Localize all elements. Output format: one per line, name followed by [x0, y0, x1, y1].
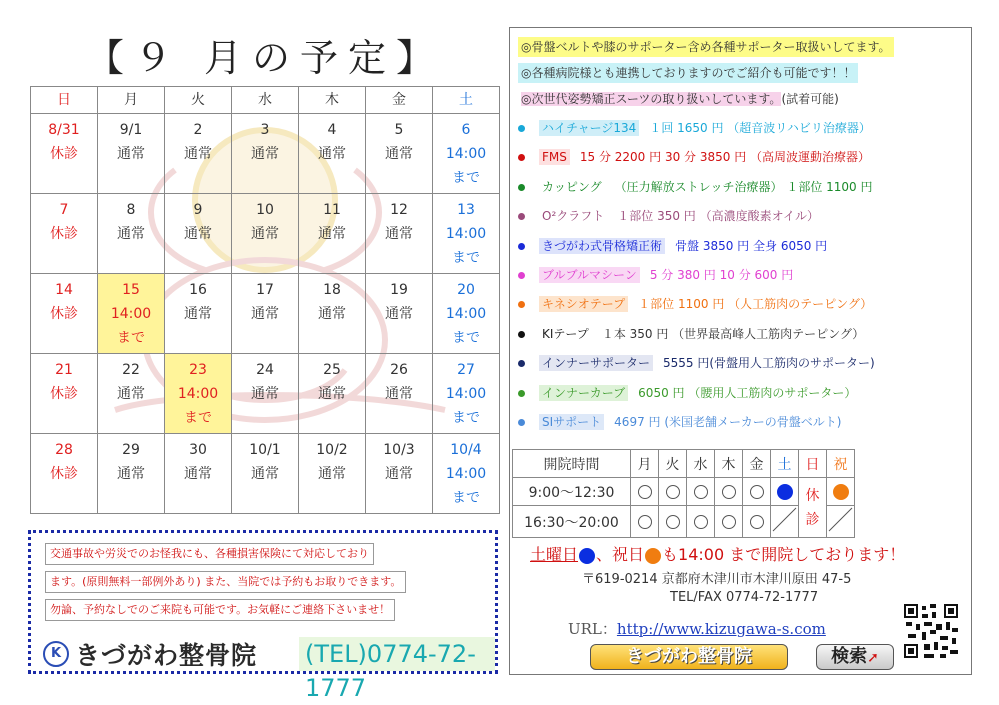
service-item	[518, 264, 793, 286]
calendar-date: 20	[457, 282, 475, 298]
calendar-status-until: まで	[452, 490, 480, 506]
calendar-date: 22	[122, 362, 140, 378]
calendar-date: 7	[59, 202, 69, 218]
hours-sunday-closed: 休 診	[799, 478, 827, 538]
bullet-dot-icon	[518, 360, 525, 367]
cursor-hand-icon: ➚	[867, 650, 879, 666]
calendar-status: 通常	[251, 466, 279, 482]
service-name: KIテープ	[539, 326, 592, 342]
calendar-day-cell	[165, 194, 232, 274]
calendar-day-cell	[433, 114, 500, 194]
monthly-calendar	[30, 86, 500, 514]
clinic-phone: (TEL)0774-72-1777	[299, 637, 495, 671]
hours-closed-slash-icon	[771, 506, 799, 538]
weekday-header-sun: 日	[31, 87, 98, 114]
hours-day-mon: 月	[631, 450, 659, 478]
calendar-date: 11	[323, 202, 341, 218]
calendar-day-cell	[366, 434, 433, 514]
service-item	[518, 382, 856, 404]
service-price: 5555 円(骨盤用人工筋肉のサポーター)	[663, 356, 875, 371]
calendar-status: 通常	[318, 226, 346, 242]
clinic-logo-icon: K	[43, 641, 69, 667]
hours-saturday-dot-icon	[771, 478, 799, 506]
calendar-day-cell	[98, 274, 165, 354]
calendar-date: 3	[260, 122, 270, 138]
calendar-day-cell	[31, 354, 98, 434]
calendar-status: 通常	[318, 466, 346, 482]
weekday-header-thu: 木	[299, 87, 366, 114]
calendar-status: 休診	[50, 306, 78, 322]
calendar-day-cell	[98, 354, 165, 434]
calendar-week-row	[31, 354, 500, 434]
bullet-dot-icon	[518, 125, 525, 132]
calendar-day-cell	[31, 274, 98, 354]
hours-day-sun: 日	[799, 450, 827, 478]
calendar-date: 23	[189, 362, 207, 378]
calendar-status-until: まで	[184, 410, 212, 426]
service-item	[518, 205, 819, 227]
notice-line-2: ます。(原則無料一部例外あり) また、当院では予約もお取りできます。	[45, 571, 406, 593]
calendar-day-cell	[31, 194, 98, 274]
calendar-date: 8/31	[48, 122, 80, 138]
hours-open-icon	[715, 506, 743, 538]
bullet-dot-icon	[518, 243, 525, 250]
hours-day-fri: 金	[743, 450, 771, 478]
calendar-date: 13	[457, 202, 475, 218]
calendar-title: 【９ 月の予定】	[85, 36, 445, 80]
calendar-day-cell	[433, 274, 500, 354]
hours-open-icon	[631, 506, 659, 538]
calendar-day-cell	[433, 194, 500, 274]
notice-line-1: 交通事故や労災でのお怪我にも、各種損害保険にて対応しており	[45, 543, 374, 565]
hours-open-icon	[743, 506, 771, 538]
bullet-dot-icon	[518, 301, 525, 308]
hours-header-row	[513, 450, 855, 478]
service-price: １回 1650 円 （超音波リハビリ治療器）	[649, 121, 871, 135]
service-name: O²クラフト	[539, 208, 607, 224]
calendar-date: 4	[327, 122, 337, 138]
calendar-status: 通常	[385, 306, 413, 322]
calendar-status: 14:00	[177, 386, 219, 402]
calendar-date: 10/4	[450, 442, 482, 458]
service-price: 4697 円 (米国老舗メーカーの骨盤ベルト)	[614, 415, 842, 429]
notice-line-3: 勿論、予約なしでのご来院も可能です。お気軽にご連絡下さいませ！	[45, 599, 395, 621]
calendar-date: 29	[122, 442, 140, 458]
hours-row-morning	[513, 478, 855, 506]
calendar-status: 通常	[385, 226, 413, 242]
calendar-status: 14:00	[445, 306, 487, 322]
highlight-posture-suit	[518, 89, 842, 109]
service-name: ブルブルマシーン	[539, 267, 640, 283]
calendar-status: 休診	[50, 146, 78, 162]
notice-box	[28, 530, 498, 702]
calendar-status: 通常	[184, 226, 212, 242]
calendar-status: 通常	[251, 226, 279, 242]
calendar-date: 6	[461, 122, 471, 138]
info-panel	[509, 27, 972, 675]
calendar-week-row	[31, 194, 500, 274]
search-button[interactable]: 検索➚	[816, 644, 894, 670]
calendar-day-cell	[165, 354, 232, 434]
calendar-date: 15	[122, 282, 140, 298]
clinic-telfax: TEL/FAX 0774-72-1777	[670, 590, 819, 605]
service-price: １部位 350 円 （高濃度酸素オイル）	[617, 209, 820, 224]
hours-day-tue: 火	[659, 450, 687, 478]
service-price: 5 分 380 円 10 分 600 円	[649, 268, 794, 282]
calendar-status: 通常	[184, 146, 212, 162]
service-name: インナーカーブ	[539, 385, 628, 401]
calendar-day-cell	[232, 434, 299, 514]
bullet-dot-icon	[518, 184, 525, 191]
calendar-status: 休診	[50, 466, 78, 482]
calendar-date: 16	[189, 282, 207, 298]
calendar-week-row	[31, 274, 500, 354]
calendar-status: 通常	[385, 466, 413, 482]
calendar-day-cell	[366, 274, 433, 354]
calendar-day-cell	[366, 194, 433, 274]
calendar-status-until: まで	[452, 330, 480, 346]
hours-open-icon	[659, 478, 687, 506]
calendar-date: 26	[390, 362, 408, 378]
calendar-status: 通常	[117, 146, 145, 162]
calendar-status: 通常	[251, 386, 279, 402]
service-item	[518, 176, 873, 198]
calendar-date: 28	[55, 442, 73, 458]
calendar-date: 25	[323, 362, 341, 378]
calendar-date: 9	[193, 202, 203, 218]
calendar-date: 9/1	[119, 122, 143, 138]
calendar-day-cell	[232, 114, 299, 194]
calendar-day-cell	[433, 354, 500, 434]
calendar-date: 5	[394, 122, 404, 138]
service-item	[518, 235, 827, 257]
bullet-dot-icon	[518, 390, 525, 397]
service-name: カッピング	[539, 179, 605, 195]
calendar-status: 14:00	[445, 386, 487, 402]
service-item	[518, 323, 864, 345]
service-price: 15 分 2200 円 30 分 3850 円 （高周波運動治療器）	[579, 150, 871, 165]
service-price: （圧力解放ストレッチ治療器） １部位 1100 円	[614, 179, 873, 194]
calendar-status-until: まで	[452, 250, 480, 266]
calendar-day-cell	[232, 274, 299, 354]
calendar-weeks	[31, 114, 500, 514]
weekday-header-mon: 月	[98, 87, 165, 114]
hours-day-holiday: 祝	[827, 450, 855, 478]
hours-open-icon	[659, 506, 687, 538]
calendar-day-cell	[98, 114, 165, 194]
service-name: FMS	[539, 149, 570, 165]
calendar-day-cell	[165, 114, 232, 194]
bullet-dot-icon	[518, 419, 525, 426]
calendar-date: 10/2	[316, 442, 348, 458]
calendar-status-until: まで	[452, 170, 480, 186]
calendar-date: 27	[457, 362, 475, 378]
calendar-day-cell	[366, 114, 433, 194]
calendar-day-cell	[98, 434, 165, 514]
calendar-date: 24	[256, 362, 274, 378]
calendar-status: 通常	[251, 306, 279, 322]
calendar-status-until: まで	[452, 410, 480, 426]
hours-closed-slash-icon	[827, 506, 855, 538]
calendar-status: 通常	[117, 466, 145, 482]
service-item	[518, 411, 841, 433]
hours-day-wed: 水	[687, 450, 715, 478]
calendar-day-cell	[299, 434, 366, 514]
calendar-status: 通常	[117, 386, 145, 402]
opening-hours-table	[512, 449, 855, 538]
calendar-day-cell	[433, 434, 500, 514]
hours-open-icon	[687, 506, 715, 538]
weekday-header-sat: 土	[433, 87, 500, 114]
calendar-status: 通常	[318, 146, 346, 162]
hours-time-morning: 9:00〜12:30	[513, 478, 631, 506]
clinic-url-link[interactable]: http://www.kizugawa-s.com	[616, 620, 826, 638]
service-item	[518, 293, 872, 315]
calendar-status: 14:00	[445, 226, 487, 242]
hours-day-sat: 土	[771, 450, 799, 478]
hours-day-thu: 木	[715, 450, 743, 478]
calendar-status-until: まで	[117, 330, 145, 346]
calendar-date: 19	[390, 282, 408, 298]
qr-code-icon[interactable]	[904, 604, 958, 658]
calendar-header-row	[31, 87, 500, 114]
hours-header-label: 開院時間	[513, 450, 631, 478]
service-price: １本 350 円 （世界最高峰人工筋肉テーピング）	[601, 326, 865, 341]
calendar-date: 21	[55, 362, 73, 378]
hours-open-icon	[687, 478, 715, 506]
highlight-posture-suit-tail: (試着可能)	[781, 92, 839, 106]
calendar-date: 10/1	[249, 442, 281, 458]
calendar-day-cell	[165, 434, 232, 514]
service-name: キネシオテープ	[539, 296, 628, 312]
calendar-status: 通常	[184, 306, 212, 322]
weekday-header-fri: 金	[366, 87, 433, 114]
weekend-hours-notice: 土曜日 、祝日 も14:00 まで開院しております！	[530, 545, 906, 564]
calendar-date: 18	[323, 282, 341, 298]
calendar-date: 10	[256, 202, 274, 218]
calendar-status: 通常	[318, 386, 346, 402]
service-name: ハイチャージ134	[539, 120, 639, 136]
service-name: きづがわ式骨格矯正術	[539, 238, 665, 254]
highlight-hospital-referral: ◎各種病院様とも連携しておりますのでご紹介も可能です！！	[518, 63, 858, 83]
bullet-dot-icon	[518, 272, 525, 279]
bullet-dot-icon	[518, 213, 525, 220]
bullet-dot-icon	[518, 154, 525, 161]
calendar-date: 2	[193, 122, 203, 138]
hours-holiday-dot-icon	[827, 478, 855, 506]
service-item	[518, 146, 870, 168]
calendar-status: 通常	[117, 226, 145, 242]
calendar-day-cell	[299, 274, 366, 354]
calendar-day-cell	[31, 114, 98, 194]
clinic-name: きづがわ整骨院	[75, 641, 258, 670]
calendar-date: 14	[55, 282, 73, 298]
calendar-status: 通常	[385, 146, 413, 162]
calendar-day-cell	[299, 354, 366, 434]
calendar-week-row	[31, 434, 500, 514]
hours-time-evening: 16:30〜20:00	[513, 506, 631, 538]
calendar-day-cell	[232, 354, 299, 434]
service-price: 6050 円 （腰用人工筋肉のサポーター）	[638, 385, 857, 400]
calendar-date: 12	[390, 202, 408, 218]
calendar-status: 通常	[251, 146, 279, 162]
calendar-date: 8	[126, 202, 136, 218]
calendar-day-cell	[366, 354, 433, 434]
weekday-header-wed: 水	[232, 87, 299, 114]
hours-open-icon	[715, 478, 743, 506]
calendar-status: 14:00	[445, 146, 487, 162]
calendar-day-cell	[232, 194, 299, 274]
bullet-dot-icon	[518, 331, 525, 338]
hours-open-icon	[743, 478, 771, 506]
calendar-date: 17	[256, 282, 274, 298]
highlight-posture-suit-text: ◎次世代姿勢矯正スーツの取り扱いしています。	[521, 92, 782, 106]
calendar-status: 14:00	[445, 466, 487, 482]
calendar-status: 14:00	[110, 306, 152, 322]
weekday-header-tue: 火	[165, 87, 232, 114]
calendar-week-row	[31, 114, 500, 194]
service-price: １部位 1100 円 （人工筋肉のテーピング）	[638, 297, 873, 312]
calendar-status: 休診	[50, 386, 78, 402]
clinic-address: 〒619-0214 京都府木津川市木津川原田 47-5	[582, 572, 852, 587]
calendar-date: 30	[189, 442, 207, 458]
calendar-date: 10/3	[383, 442, 415, 458]
calendar-day-cell	[31, 434, 98, 514]
service-price: 骨盤 3850 円 全身 6050 円	[675, 238, 828, 253]
calendar-day-cell	[165, 274, 232, 354]
service-name: インナーサポーター	[539, 355, 653, 371]
calendar-status: 通常	[385, 386, 413, 402]
service-item	[518, 117, 871, 139]
calendar-status: 休診	[50, 226, 78, 242]
calendar-day-cell	[98, 194, 165, 274]
calendar-status: 通常	[184, 466, 212, 482]
service-name: SIサポート	[539, 414, 604, 430]
calendar-status: 通常	[318, 306, 346, 322]
hours-open-icon	[631, 478, 659, 506]
clinic-url: URL：http://www.kizugawa-s.com	[568, 620, 826, 638]
calendar-day-cell	[299, 114, 366, 194]
clinic-name-search-box[interactable]: きづがわ整骨院	[590, 644, 788, 670]
highlight-supporters: ◎骨盤ベルトや膝のサポーター含め各種サポーター取扱いしてます。	[518, 37, 894, 57]
service-item	[518, 352, 875, 374]
calendar-day-cell	[299, 194, 366, 274]
